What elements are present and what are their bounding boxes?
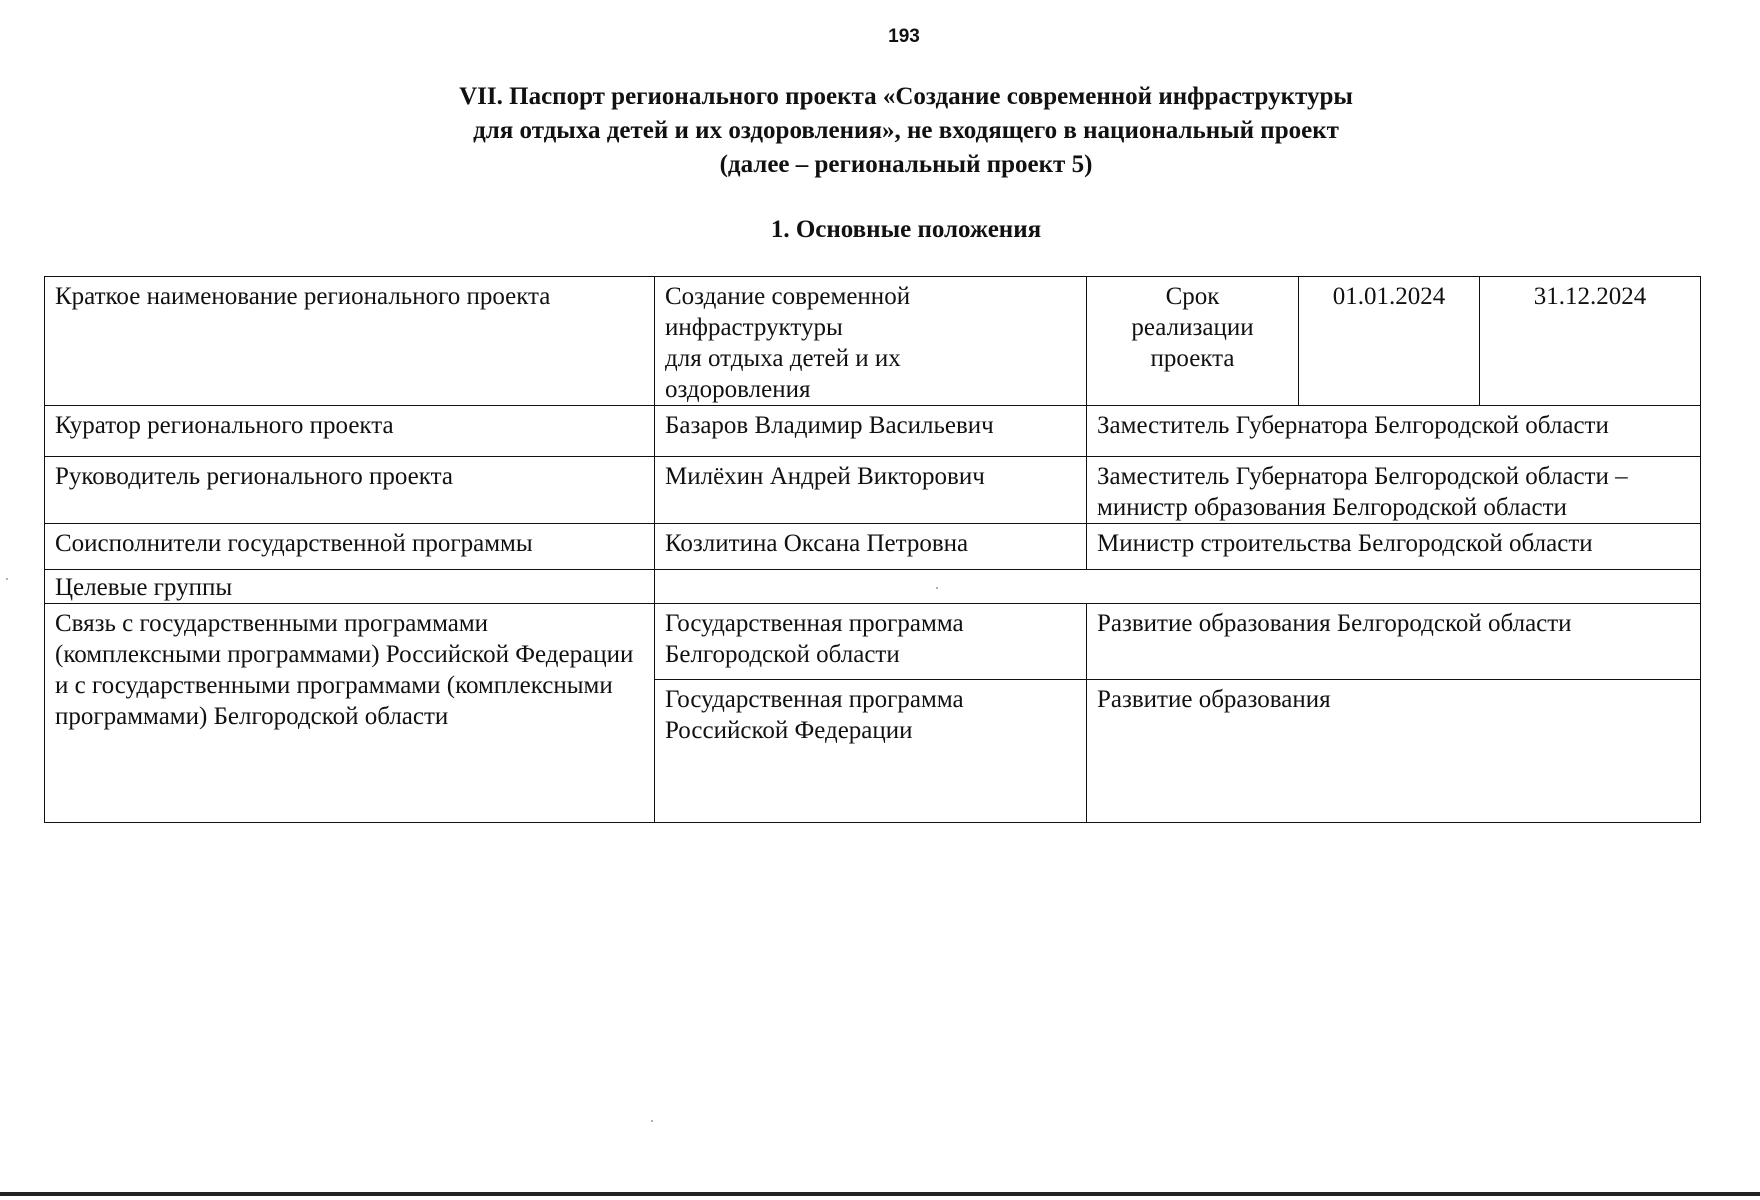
- table-row-regional-program: [45, 604, 1701, 680]
- table-row-curator: [45, 406, 1701, 457]
- head-position: Заместитель Губернатора Белгородской области – министр образования Белгородской области: [1087, 457, 1701, 524]
- target-groups-value: [655, 570, 1701, 604]
- short-name-label: Краткое наименование регионального проекта: [45, 277, 655, 406]
- term-line-3: проекта: [1150, 345, 1235, 372]
- scan-speck: [936, 587, 938, 589]
- scan-speck: [6, 578, 8, 580]
- start-date: 01.01.2024: [1299, 277, 1480, 406]
- target-groups-label: Целевые группы: [45, 570, 655, 604]
- term-line-2: реализации: [1131, 314, 1254, 341]
- table-row-target-groups: [45, 570, 1701, 604]
- programs-label: Связь с государственными программами (комплексными программами) Российской Федерации и с государственными программами (комплексными программами) Белгородской области: [45, 604, 655, 823]
- short-name-value: [655, 277, 1087, 406]
- head-label: Руководитель регионального проекта: [45, 457, 655, 524]
- table-row-head: [45, 457, 1701, 524]
- short-name-line-3: для отдыха детей и их: [665, 345, 901, 372]
- coexecutors-name: Козлитина Оксана Петровна: [655, 524, 1087, 570]
- federal-program-value: Развитие образования: [1087, 680, 1701, 823]
- regional-program-label: Государственная программа Белгородской области: [655, 604, 1087, 680]
- term-label: [1087, 277, 1299, 406]
- end-date: 31.12.2024: [1480, 277, 1701, 406]
- curator-label: Куратор регионального проекта: [45, 406, 655, 457]
- coexecutors-label: Соисполнители государственной программы: [45, 524, 655, 570]
- bottom-rule: [0, 1192, 1760, 1196]
- title-line-1: VII. Паспорт регионального проекта «Создание современной инфраструктуры: [459, 83, 1353, 110]
- curator-position: Заместитель Губернатора Белгородской области: [1087, 406, 1701, 457]
- page-number: 193: [888, 26, 920, 47]
- table-row-coexecutors: [45, 524, 1701, 570]
- table-row-short-name: [45, 277, 1701, 406]
- short-name-line-4: оздоровления: [665, 376, 811, 403]
- regional-program-value: Развитие образования Белгородской области: [1087, 604, 1701, 680]
- short-name-line-1: Создание современной: [665, 283, 911, 310]
- title-line-2: для отдыха детей и их оздоровления», не входящего в национальный проект: [473, 117, 1339, 144]
- short-name-line-2: инфраструктуры: [665, 314, 843, 341]
- curator-name: Базаров Владимир Васильевич: [655, 406, 1087, 457]
- section-heading: 1. Основные положения: [770, 216, 1042, 243]
- federal-program-label: Государственная программа Российской Федерации: [655, 680, 1087, 823]
- coexecutors-position: Министр строительства Белгородской области: [1087, 524, 1701, 570]
- title-line-3: (далее – региональный проект 5): [719, 151, 1093, 178]
- document-title: [0, 80, 1760, 182]
- head-name: Милёхин Андрей Викторович: [655, 457, 1087, 524]
- term-line-1: Срок: [1165, 283, 1220, 310]
- scan-speck: [651, 1120, 653, 1122]
- passport-table: [44, 276, 1701, 823]
